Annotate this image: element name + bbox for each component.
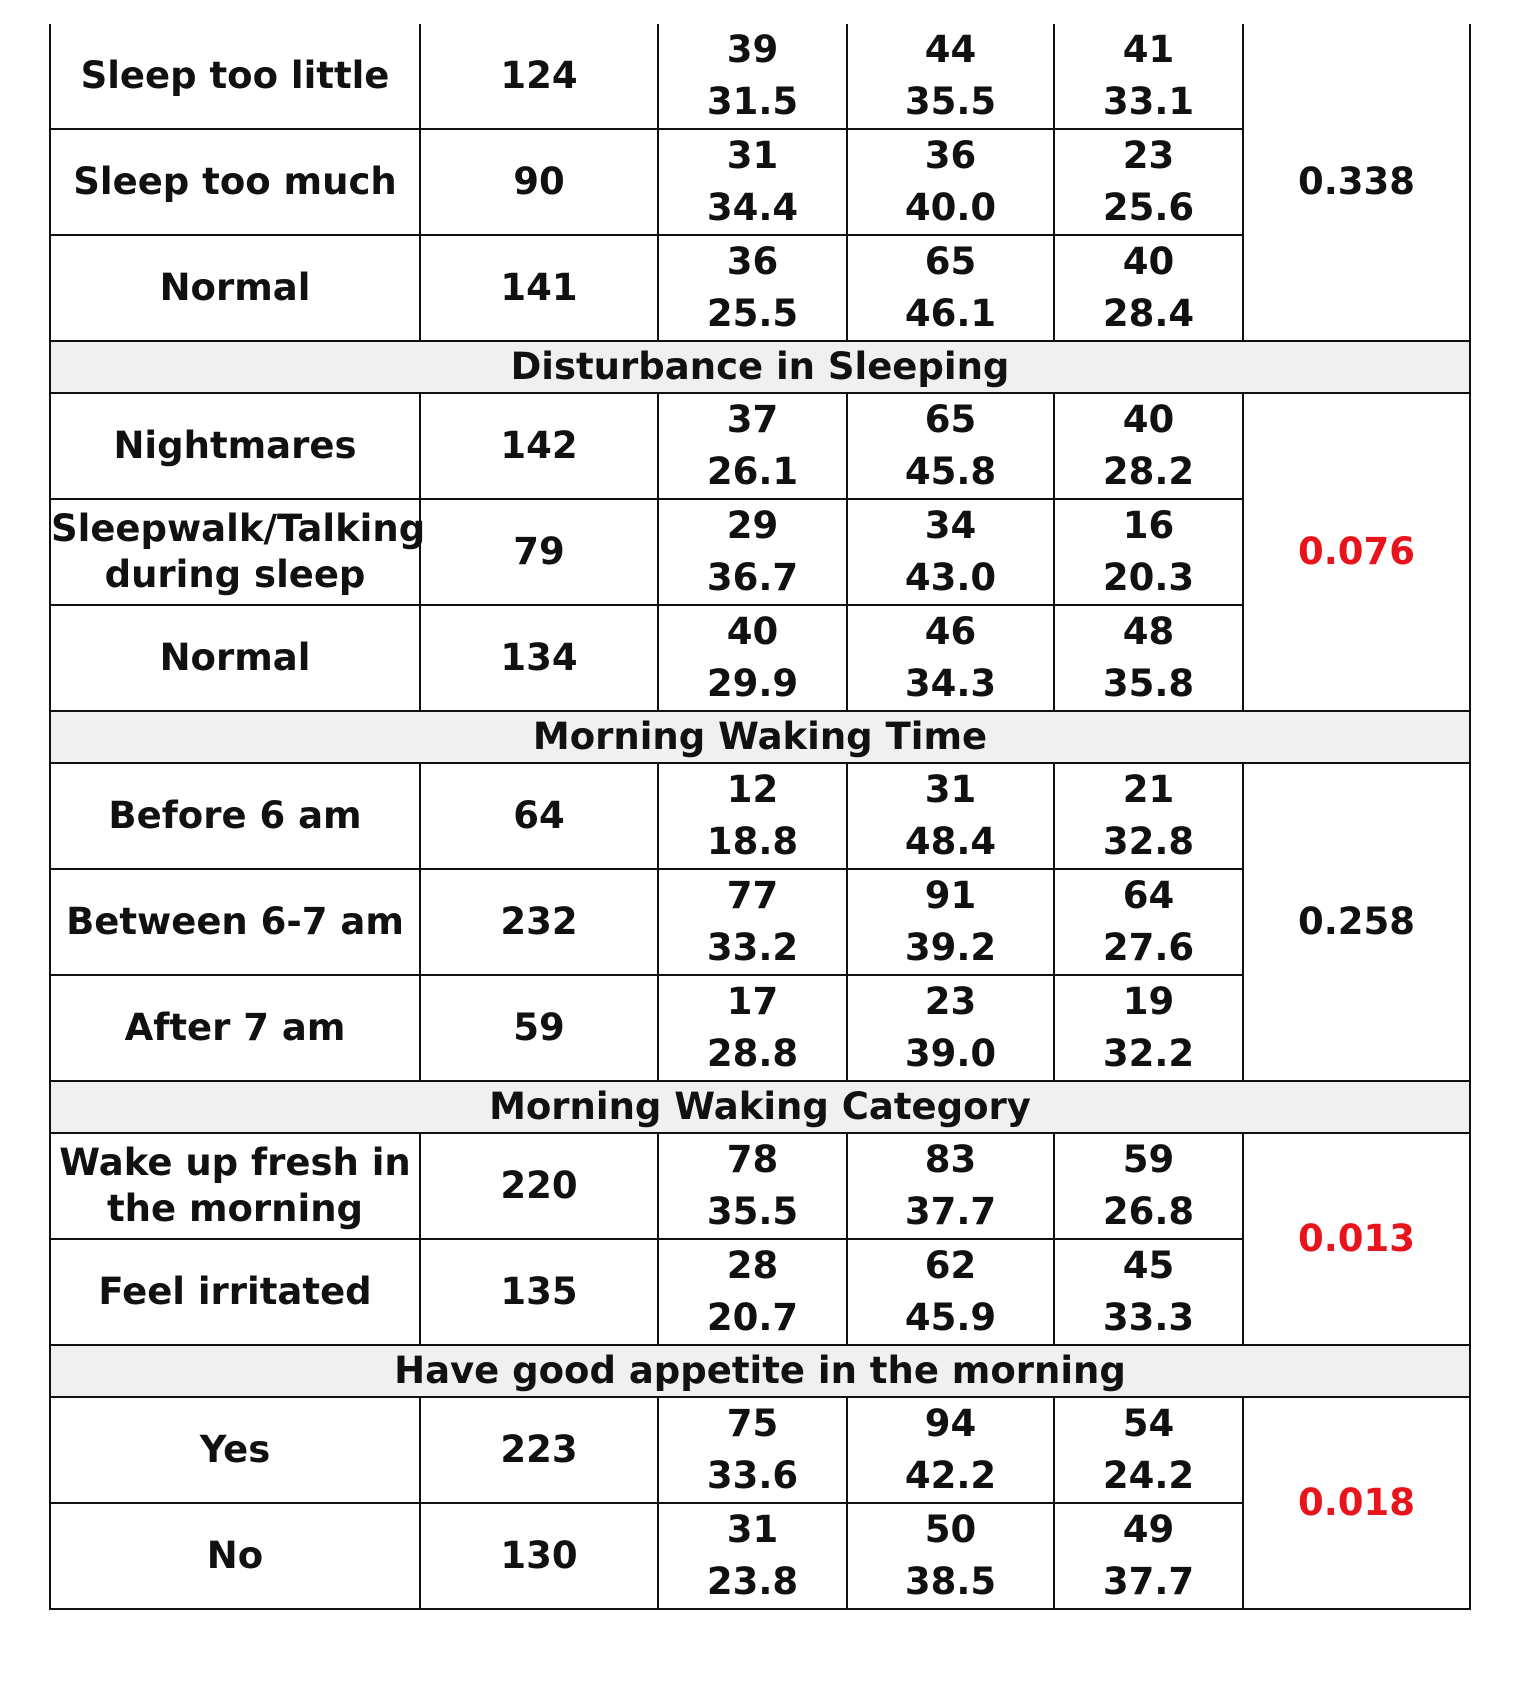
percent: 45.8 bbox=[904, 450, 997, 493]
group-cell bbox=[847, 1503, 1054, 1609]
row-label: Before 6 am bbox=[50, 763, 420, 869]
percent: 33.1 bbox=[1102, 80, 1195, 123]
row-total: 135 bbox=[420, 1239, 658, 1345]
percent: 39.2 bbox=[904, 926, 997, 969]
row-label: Wake up fresh in the morning bbox=[50, 1133, 420, 1239]
row-total: 141 bbox=[420, 235, 658, 341]
percent: 37.7 bbox=[904, 1190, 997, 1233]
row-label: Yes bbox=[50, 1397, 420, 1503]
group-cell bbox=[847, 499, 1054, 605]
group-cell bbox=[847, 24, 1054, 129]
percent: 48.4 bbox=[904, 820, 997, 863]
row-total: 223 bbox=[420, 1397, 658, 1503]
count: 40 bbox=[726, 610, 779, 653]
section-header-row bbox=[50, 1081, 1470, 1133]
count: 83 bbox=[924, 1138, 977, 1181]
row-total: 64 bbox=[420, 763, 658, 869]
percent: 32.2 bbox=[1102, 1032, 1195, 1075]
p-value: 0.076 bbox=[1243, 393, 1470, 711]
group-cell bbox=[847, 1133, 1054, 1239]
p-value: 0.258 bbox=[1243, 763, 1470, 1081]
group-cell bbox=[1054, 605, 1243, 711]
count: 31 bbox=[924, 768, 977, 811]
percent: 29.9 bbox=[706, 662, 799, 705]
group-cell bbox=[1054, 235, 1243, 341]
count: 41 bbox=[1122, 28, 1175, 71]
group-cell bbox=[1054, 869, 1243, 975]
group-cell bbox=[1054, 1239, 1243, 1345]
count: 40 bbox=[1122, 398, 1175, 441]
row-total: 124 bbox=[420, 24, 658, 129]
percent: 33.3 bbox=[1102, 1296, 1195, 1339]
row-label: Normal bbox=[50, 605, 420, 711]
group-cell bbox=[847, 869, 1054, 975]
group-cell bbox=[658, 975, 847, 1081]
section-header-row bbox=[50, 341, 1470, 393]
row-total: 90 bbox=[420, 129, 658, 235]
count: 31 bbox=[726, 1508, 779, 1551]
percent: 46.1 bbox=[904, 292, 997, 335]
group-cell bbox=[1054, 763, 1243, 869]
row-label: Between 6-7 am bbox=[50, 869, 420, 975]
count: 40 bbox=[1122, 240, 1175, 283]
group-cell bbox=[658, 1503, 847, 1609]
percent: 40.0 bbox=[904, 186, 997, 229]
group-cell bbox=[847, 129, 1054, 235]
count: 50 bbox=[924, 1508, 977, 1551]
group-cell bbox=[658, 763, 847, 869]
section-header: Disturbance in Sleeping bbox=[50, 341, 1470, 393]
row-label: Sleepwalk/Talking during sleep bbox=[50, 499, 420, 605]
group-cell bbox=[658, 1239, 847, 1345]
group-cell bbox=[658, 235, 847, 341]
percent: 33.6 bbox=[706, 1454, 799, 1497]
p-value: 0.338 bbox=[1243, 24, 1470, 341]
count: 94 bbox=[924, 1402, 977, 1445]
percent: 42.2 bbox=[904, 1454, 997, 1497]
row-total: 79 bbox=[420, 499, 658, 605]
count: 62 bbox=[924, 1244, 977, 1287]
percent: 18.8 bbox=[706, 820, 799, 863]
group-cell bbox=[658, 869, 847, 975]
percent: 33.2 bbox=[706, 926, 799, 969]
table-row bbox=[50, 24, 1470, 129]
group-cell bbox=[847, 605, 1054, 711]
count: 65 bbox=[924, 398, 977, 441]
percent: 31.5 bbox=[706, 80, 799, 123]
percent: 28.4 bbox=[1102, 292, 1195, 335]
group-cell bbox=[1054, 24, 1243, 129]
count: 17 bbox=[726, 980, 779, 1023]
percent: 25.6 bbox=[1102, 186, 1195, 229]
count: 46 bbox=[924, 610, 977, 653]
count: 91 bbox=[924, 874, 977, 917]
group-cell bbox=[1054, 393, 1243, 499]
count: 16 bbox=[1122, 504, 1175, 547]
count: 21 bbox=[1122, 768, 1175, 811]
percent: 27.6 bbox=[1102, 926, 1195, 969]
count: 29 bbox=[726, 504, 779, 547]
group-cell bbox=[1054, 499, 1243, 605]
count: 36 bbox=[924, 134, 977, 177]
percent: 26.1 bbox=[706, 450, 799, 493]
section-header: Have good appetite in the morning bbox=[50, 1345, 1470, 1397]
count: 39 bbox=[726, 28, 779, 71]
percent: 34.3 bbox=[904, 662, 997, 705]
percent: 39.0 bbox=[904, 1032, 997, 1075]
count: 77 bbox=[726, 874, 779, 917]
percent: 32.8 bbox=[1102, 820, 1195, 863]
count: 54 bbox=[1122, 1402, 1175, 1445]
group-cell bbox=[658, 1397, 847, 1503]
row-label: Feel irritated bbox=[50, 1239, 420, 1345]
count: 45 bbox=[1122, 1244, 1175, 1287]
group-cell bbox=[1054, 1503, 1243, 1609]
group-cell bbox=[658, 605, 847, 711]
section-header-row bbox=[50, 711, 1470, 763]
group-cell bbox=[1054, 1133, 1243, 1239]
group-cell bbox=[847, 975, 1054, 1081]
percent: 23.8 bbox=[706, 1560, 799, 1603]
table-row bbox=[50, 393, 1470, 499]
group-cell bbox=[1054, 1397, 1243, 1503]
count: 23 bbox=[924, 980, 977, 1023]
count: 75 bbox=[726, 1402, 779, 1445]
percent: 20.3 bbox=[1102, 556, 1195, 599]
percent: 26.8 bbox=[1102, 1190, 1195, 1233]
percent: 25.5 bbox=[706, 292, 799, 335]
percent: 28.8 bbox=[706, 1032, 799, 1075]
group-cell bbox=[1054, 975, 1243, 1081]
percent: 38.5 bbox=[904, 1560, 997, 1603]
percent: 35.5 bbox=[706, 1190, 799, 1233]
row-label: Normal bbox=[50, 235, 420, 341]
count: 64 bbox=[1122, 874, 1175, 917]
count: 65 bbox=[924, 240, 977, 283]
count: 34 bbox=[924, 504, 977, 547]
count: 31 bbox=[726, 134, 779, 177]
count: 59 bbox=[1122, 1138, 1175, 1181]
results-table bbox=[49, 24, 1471, 1610]
p-value: 0.018 bbox=[1243, 1397, 1470, 1609]
row-total: 220 bbox=[420, 1133, 658, 1239]
group-cell bbox=[847, 235, 1054, 341]
group-cell bbox=[658, 24, 847, 129]
percent: 34.4 bbox=[706, 186, 799, 229]
percent: 45.9 bbox=[904, 1296, 997, 1339]
percent: 37.7 bbox=[1102, 1560, 1195, 1603]
percent: 43.0 bbox=[904, 556, 997, 599]
count: 19 bbox=[1122, 980, 1175, 1023]
row-label: Sleep too little bbox=[50, 24, 420, 129]
row-total: 142 bbox=[420, 393, 658, 499]
row-label: Nightmares bbox=[50, 393, 420, 499]
count: 23 bbox=[1122, 134, 1175, 177]
row-label: After 7 am bbox=[50, 975, 420, 1081]
group-cell bbox=[847, 1397, 1054, 1503]
group-cell bbox=[658, 1133, 847, 1239]
group-cell bbox=[658, 393, 847, 499]
group-cell bbox=[847, 393, 1054, 499]
row-total: 134 bbox=[420, 605, 658, 711]
group-cell bbox=[847, 763, 1054, 869]
group-cell bbox=[658, 129, 847, 235]
percent: 35.5 bbox=[904, 80, 997, 123]
row-label: Sleep too much bbox=[50, 129, 420, 235]
count: 78 bbox=[726, 1138, 779, 1181]
section-header: Morning Waking Category bbox=[50, 1081, 1470, 1133]
count: 48 bbox=[1122, 610, 1175, 653]
percent: 24.2 bbox=[1102, 1454, 1195, 1497]
count: 37 bbox=[726, 398, 779, 441]
count: 28 bbox=[726, 1244, 779, 1287]
percent: 36.7 bbox=[706, 556, 799, 599]
table-row bbox=[50, 763, 1470, 869]
section-header: Morning Waking Time bbox=[50, 711, 1470, 763]
group-cell bbox=[847, 1239, 1054, 1345]
p-value: 0.013 bbox=[1243, 1133, 1470, 1345]
table-row bbox=[50, 1397, 1470, 1503]
row-total: 232 bbox=[420, 869, 658, 975]
table-row bbox=[50, 1133, 1470, 1239]
percent: 35.8 bbox=[1102, 662, 1195, 705]
row-label: No bbox=[50, 1503, 420, 1609]
count: 44 bbox=[924, 28, 977, 71]
count: 49 bbox=[1122, 1508, 1175, 1551]
section-header-row bbox=[50, 1345, 1470, 1397]
group-cell bbox=[658, 499, 847, 605]
percent: 20.7 bbox=[706, 1296, 799, 1339]
percent: 28.2 bbox=[1102, 450, 1195, 493]
row-total: 130 bbox=[420, 1503, 658, 1609]
count: 36 bbox=[726, 240, 779, 283]
count: 12 bbox=[726, 768, 779, 811]
group-cell bbox=[1054, 129, 1243, 235]
row-total: 59 bbox=[420, 975, 658, 1081]
